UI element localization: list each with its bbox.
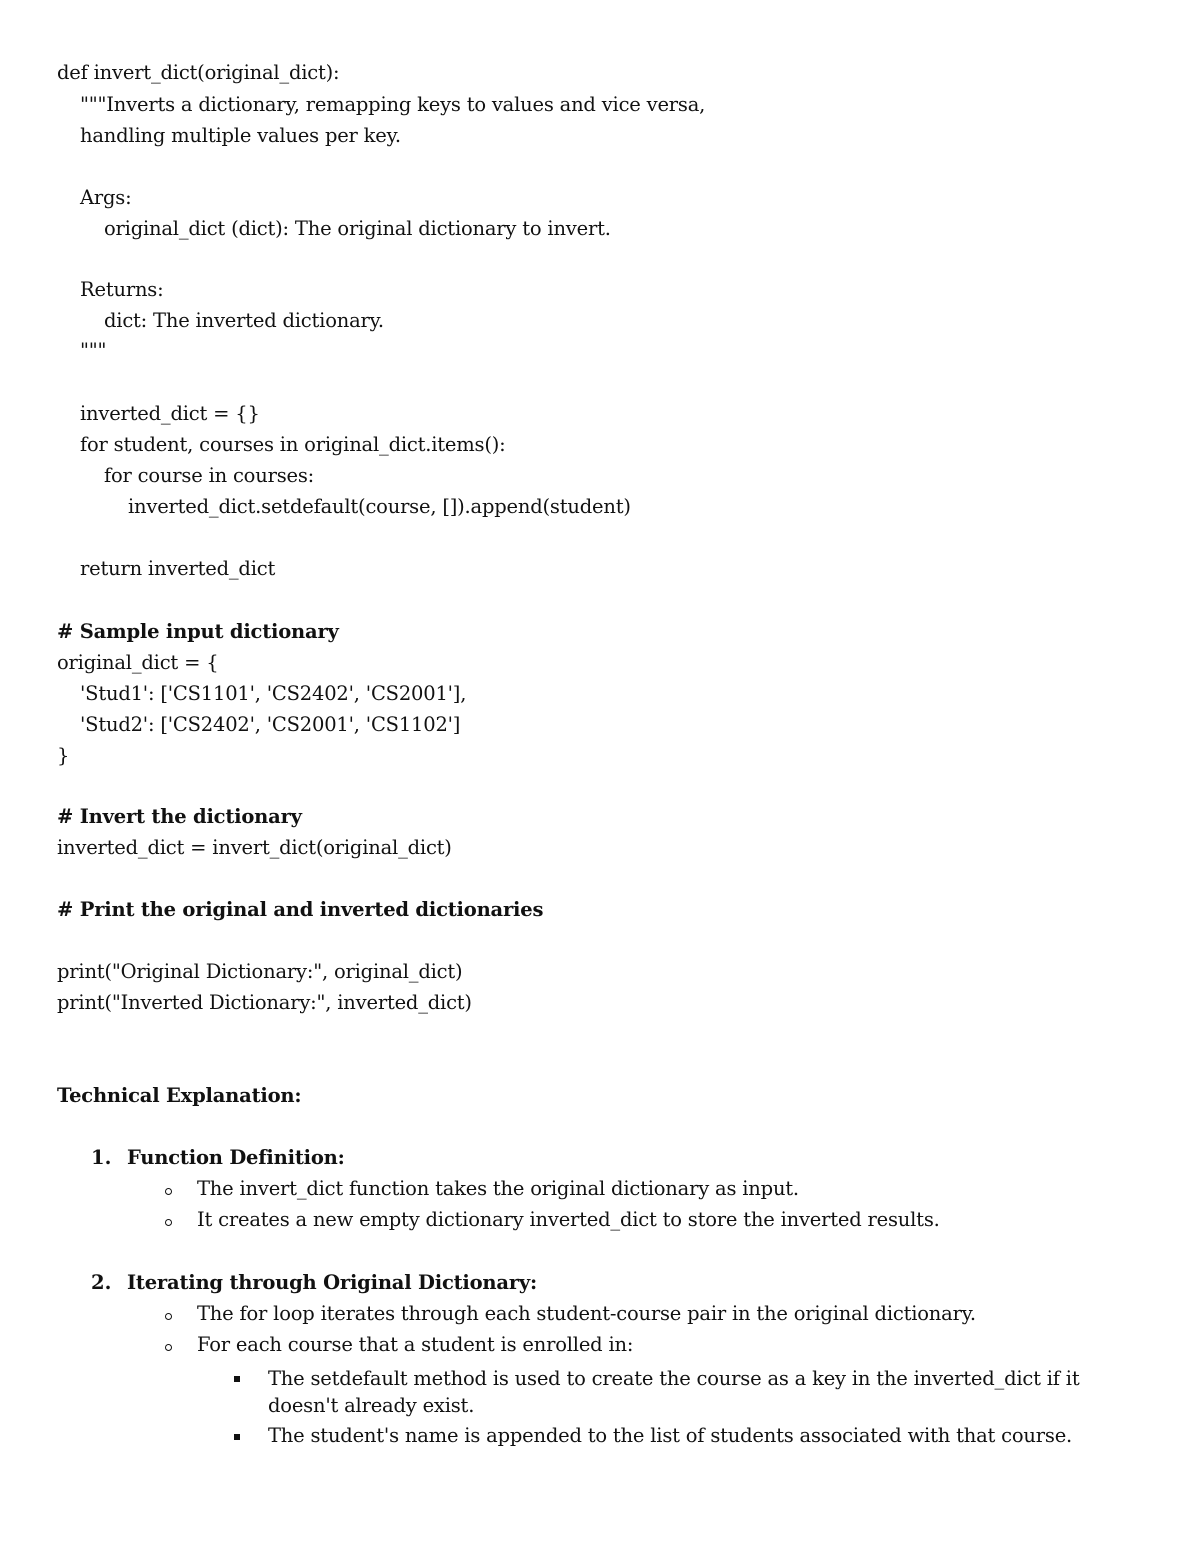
bullet-item: For each course that a student is enrolled in:: [197, 1333, 634, 1356]
code-line-return: return inverted_dict: [80, 557, 276, 580]
docstring-returns-desc: dict: The inverted dictionary.: [104, 309, 384, 332]
code-line-inner-loop: for course in courses:: [104, 464, 315, 487]
hollow-bullet-icon: [165, 1344, 172, 1351]
sub-bullet-item: The setdefault method is used to create the course as a key in the inverted_dict if it doesn't already exist.: [268, 1367, 1080, 1417]
section-title: Function Definition:: [127, 1146, 345, 1169]
section-number: 1.: [91, 1146, 112, 1169]
code-line-print-original: print("Original Dictionary:", original_dict): [57, 960, 463, 983]
explanation-heading: Technical Explanation:: [57, 1084, 302, 1107]
comment-invert: # Invert the dictionary: [57, 805, 302, 828]
comment-print: # Print the original and inverted dictionaries: [57, 898, 544, 921]
docstring-args-desc: original_dict (dict): The original dictionary to invert.: [104, 217, 611, 240]
code-line-outer-loop: for student, courses in original_dict.items():: [80, 433, 506, 456]
docstring-line-1: """Inverts a dictionary, remapping keys to values and vice versa,: [80, 93, 706, 116]
square-bullet-icon: [234, 1376, 240, 1382]
docstring-line-2: handling multiple values per key.: [80, 124, 401, 147]
docstring-returns-label: Returns:: [80, 278, 164, 301]
code-line-sample-open: original_dict = {: [57, 651, 219, 674]
bullet-item: The for loop iterates through each student-course pair in the original dictionary.: [197, 1302, 976, 1325]
code-line-setdefault: inverted_dict.setdefault(course, []).append(student): [128, 495, 631, 518]
bullet-item: It creates a new empty dictionary inverted_dict to store the inverted results.: [197, 1208, 940, 1231]
section-title: Iterating through Original Dictionary:: [127, 1271, 538, 1294]
comment-sample-input: # Sample input dictionary: [57, 620, 339, 643]
bullet-item: The invert_dict function takes the original dictionary as input.: [197, 1177, 799, 1200]
square-bullet-icon: [234, 1434, 240, 1440]
code-line-def: def invert_dict(original_dict):: [57, 61, 340, 84]
hollow-bullet-icon: [165, 1188, 172, 1195]
code-line-sample-close: }: [57, 744, 70, 767]
docstring-close: """: [80, 339, 107, 362]
code-line-print-inverted: print("Inverted Dictionary:", inverted_dict): [57, 991, 472, 1014]
code-line-sample-stud2: 'Stud2': ['CS2402', 'CS2001', 'CS1102']: [80, 713, 461, 736]
section-number: 2.: [91, 1271, 112, 1294]
code-line-init: inverted_dict = {}: [80, 402, 260, 425]
docstring-args-label: Args:: [80, 186, 132, 209]
sub-bullet-item: The student's name is appended to the list of students associated with that course.: [268, 1424, 1073, 1447]
code-line-sample-stud1: 'Stud1': ['CS1101', 'CS2402', 'CS2001'],: [80, 682, 467, 705]
hollow-bullet-icon: [165, 1313, 172, 1320]
hollow-bullet-icon: [165, 1219, 172, 1226]
code-line-invert-call: inverted_dict = invert_dict(original_dict): [57, 836, 452, 859]
